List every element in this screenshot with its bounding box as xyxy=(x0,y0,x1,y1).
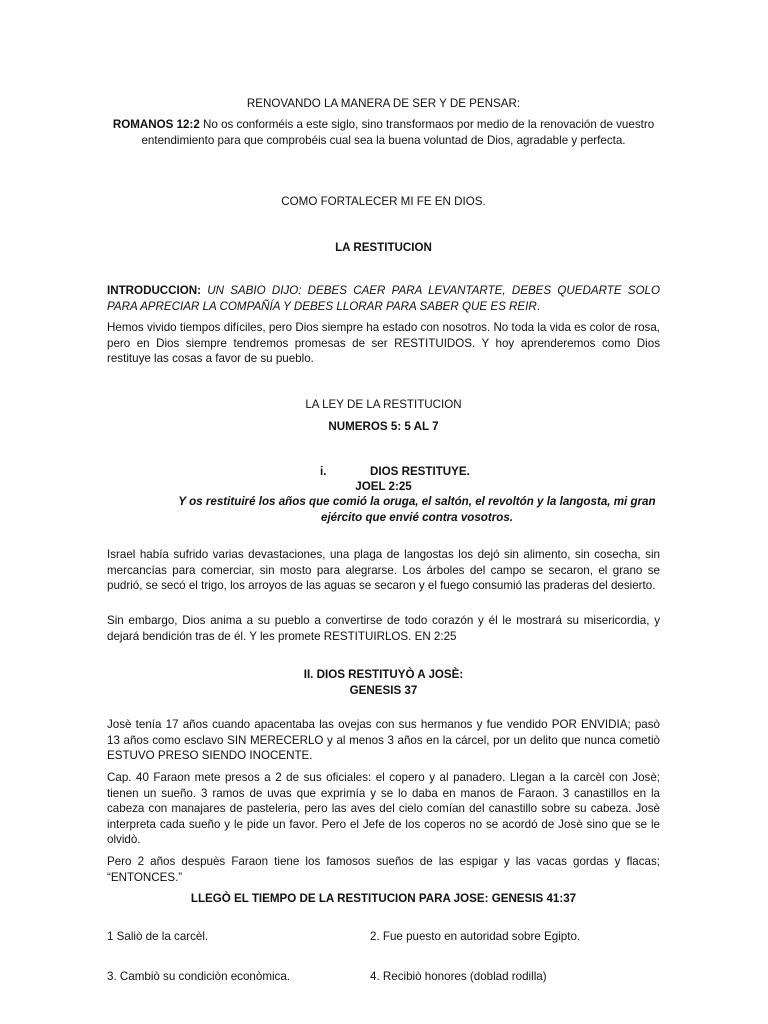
point-1-paragraph-b: Sin embargo, Dios anima a su pueblo a convertirse de todo corazón y él le mostrará su misericordia, y dejará bendición tras de él. Y les promete RESTITUIRLOS. EN 2:25 xyxy=(107,614,660,643)
restitution-list-row-2 xyxy=(107,969,660,985)
intro-label: INTRODUCCION: xyxy=(107,284,202,297)
list-item: 4. Recibiò honores (doblad rodilla) xyxy=(370,970,547,983)
opening-verse xyxy=(107,117,660,148)
list-item: 3. Cambiò su condiciòn econòmica. xyxy=(107,970,291,983)
point-1-paragraph-a: Israel había sufrido varias devastaciones, una plaga de langostas los dejó sin alimento, sin cosecha, sin mercancías para comerciar, sin mosto para alegrarse. Los árboles del campo se secaron, el grano se pudrió, se secó el trigo, los arroyos de las aguas se secaron y el fuego consumió las praderas del desierto. xyxy=(107,548,660,593)
list-item: 2. Fue puesto en autoridad sobre Egipto. xyxy=(370,930,581,943)
intro-period: . xyxy=(536,299,540,313)
point-1-verse: Y os restituiré los años que comió la oruga, el saltón, el revoltón y la langosta, mi gran ejército que envié contra vosotros. xyxy=(178,495,656,524)
intro-paragraph xyxy=(107,283,660,314)
point-1-reference: JOEL 2:25 xyxy=(355,480,412,493)
restitution-list-row-1 xyxy=(107,929,660,945)
document-title: RENOVANDO LA MANERA DE SER Y DE PENSAR: xyxy=(246,97,521,110)
point-2-reference: GENESIS 37 xyxy=(349,684,418,697)
verse-reference: ROMANOS 12:2 xyxy=(112,118,200,131)
point-2-paragraph-a: Josè tenía 17 años cuando apacentaba las ovejas con sus hermanos y fue vendido POR ENVIDIA; pasò 13 años como esclavo SIN MERECERLO y al menos 3 años en la cárcel, por un delito que nunca cometiò ESTUVO PRESO SIENDO INOCENTE. xyxy=(107,718,660,763)
document-page xyxy=(107,0,660,983)
section-title: LA RESTITUCION xyxy=(335,241,432,254)
list-item: 1 Saliò de la carcèl. xyxy=(107,930,209,943)
verse-text: No os conforméis a este siglo, sino transformaos por medio de la renovación de vuestro entendimiento para que comprobéis cual sea la buena voluntad de Dios, agradable y perfecta. xyxy=(141,118,655,147)
intro-body-paragraph: Hemos vivido tiempos difíciles, pero Dios siempre ha estado con nosotros. No toda la vida es color de rosa, pero en Dios siempre tendremos promesas de ser RESTITUIDOS. Y hoy aprenderemos como Dios restituye las cosas a favor de su pueblo. xyxy=(107,321,660,366)
restitution-heading: LLEGÒ EL TIEMPO DE LA RESTITUCION PARA JOSE: GENESIS 41:37 xyxy=(190,892,577,905)
subtitle: COMO FORTALECER MI FE EN DIOS. xyxy=(281,195,486,208)
point-2-paragraph-b: Cap. 40 Faraon mete presos a 2 de sus oficiales: el copero y al panadero. Llegan a la carcèl con Josè; tienen un sueño. 3 ramos de uvas que exprimía y se lo daba en manos de Faraon. 3 canastillos en la cabeza con manajares de pasteleria, pero las aves del cielo comían del canastillo sobre su cabeza. Josè interpreta cada sueño y le pide un favor. Pero el Jefe de los coperos no se acordó de Josè sino que se le olvidò. xyxy=(107,771,660,847)
law-title: LA LEY DE LA RESTITUCION xyxy=(305,398,462,411)
intro-quote: UN SABIO DIJO: DEBES CAER PARA LEVANTARTE, DEBES QUEDARTE SOLO PARA APRECIAR LA COMPAÑÍA Y DEBES LLORAR PARA SABER QUE ES REIR xyxy=(107,284,660,313)
point-1-number: i. xyxy=(320,465,327,478)
point-1-title: DIOS RESTITUYE. xyxy=(370,465,470,478)
point-2-title: II. DIOS RESTITUYÒ A JOSÈ: xyxy=(303,668,464,681)
point-1-heading xyxy=(107,464,660,480)
law-reference: NUMEROS 5: 5 AL 7 xyxy=(328,420,439,433)
point-2-paragraph-c: Pero 2 años despuès Faraon tiene los famosos sueños de las espigar y las vacas gordas y flacas; “ENTONCES.” xyxy=(107,855,660,884)
